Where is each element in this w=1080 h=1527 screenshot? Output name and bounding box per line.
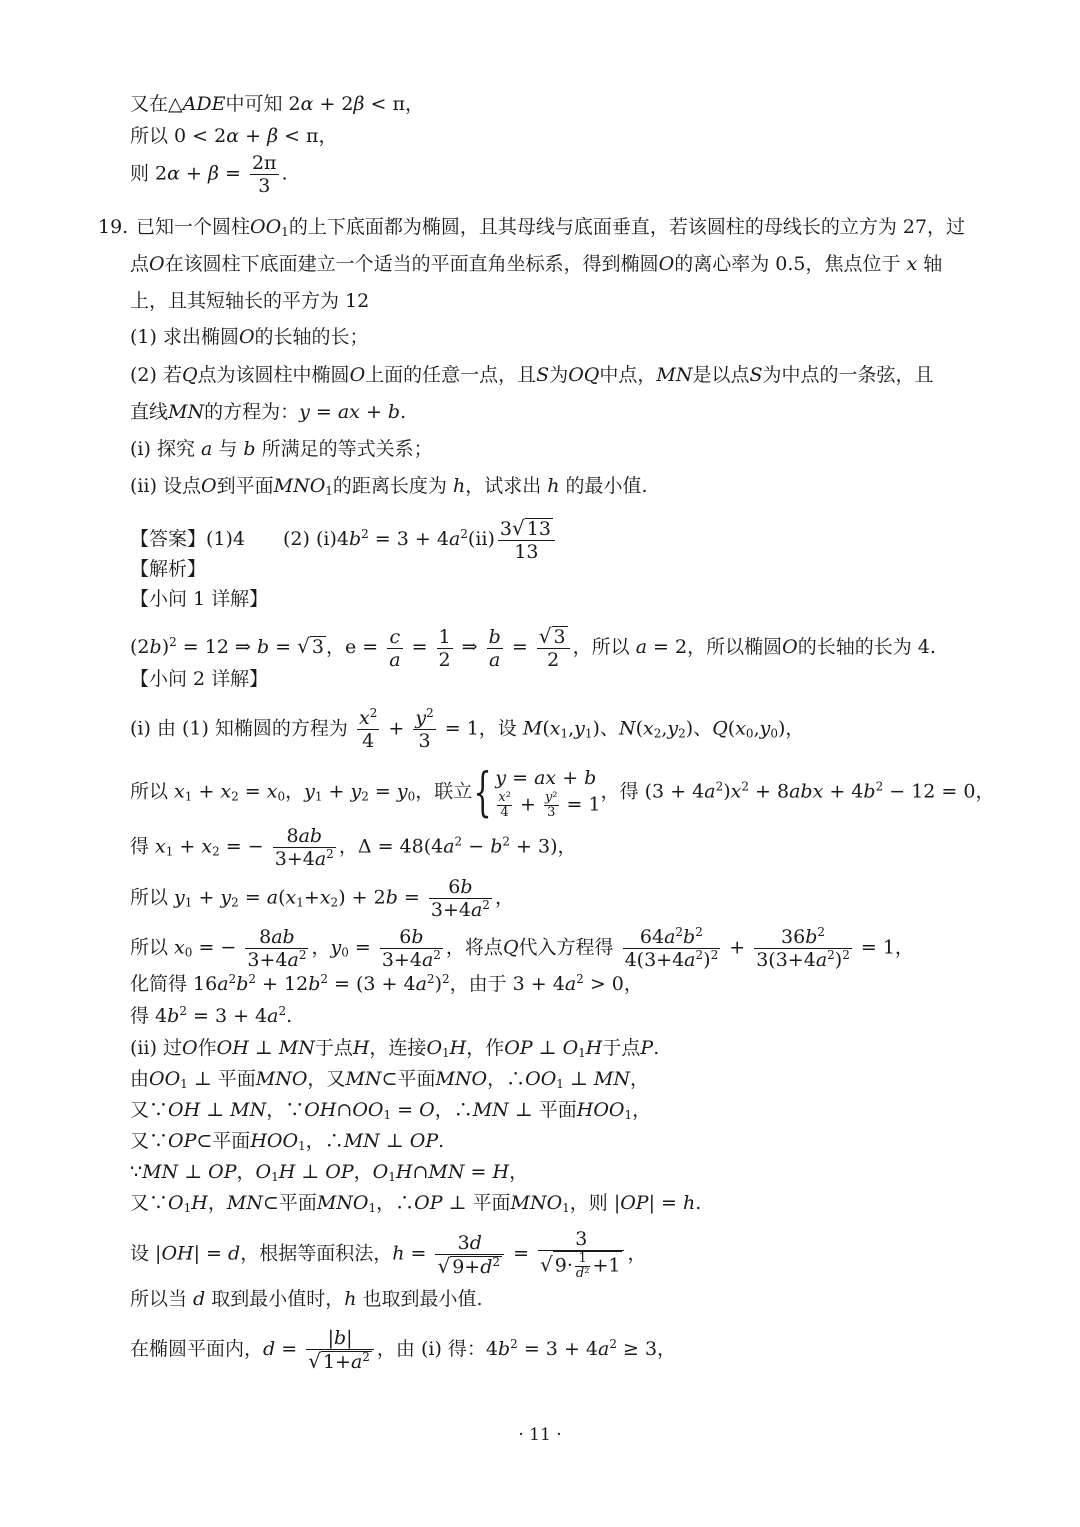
question-text: (ⅱ) 设点O到平面$MNO_1$的距离长度为 h，试求出 h 的最小值.: [130, 475, 648, 498]
question-text: (i) 探究 a 与 b 所满足的等式关系；: [130, 438, 433, 460]
solution-line: 得 $x_1 + x_2$ = − $\frac{8ab}{3+4a^2}$ ，$\Delta = 48(4a^2 - b^2 + 3)$，: [130, 825, 577, 870]
solution-line: 又∵OH ⊥ MN，$\because OH\cap OO_1 = O$，∴MN ⊥ 平面$HOO_1$，: [130, 1099, 652, 1122]
question-text: (2) 若Q点为该圆柱中椭圆O上面的任意一点，且S为OQ中点，MN是以点S为中点的一条弦，且: [130, 364, 934, 386]
sub-question-1-heading: 【小问 1 详解】: [130, 588, 269, 610]
question-number: 19.: [98, 216, 129, 238]
solution-line: $(2b)^2 = 12$ ⇒ b = √ 3 ，e = $\frac{c}{a}$ = $\frac{1}{2}$ ⇒ $\frac{b}{a}$ = $\frac{√ 3}{2}$ ，所以 a = 2，所以椭圆O的长轴的长为 4.: [130, 624, 936, 671]
question-text: (1) 求出椭圆O的长轴的长；: [130, 326, 369, 348]
solution-line: 所以 $y_1 + y_2 = a(x_1+x_2) + 2b$ = $\frac{6b}{3+4a^2}$ ，: [130, 876, 514, 921]
solution-line: 设 |OH| = d，根据等面积法，h = $\frac{3d}{√ 9+d^2}$ = 3 √ 9· $\frac{1}{\text{d²}}$ +1 ，: [130, 1228, 647, 1281]
question-text: 上，且其短轴长的平方为 12: [130, 290, 370, 312]
question-text: 点O在该圆柱下底面建立一个适当的平面直角坐标系，得到椭圆O的离心率为 0.5，焦点位于 x 轴: [130, 253, 943, 275]
sub-question-2-heading: 【小问 2 详解】: [130, 668, 269, 690]
solution-line: 化简得 $16a^2b^2 + 12b^2 = (3 + 4a^2)^2$，由于 $3 + 4a^2 > 0$，: [130, 972, 643, 995]
solution-line: 又∵OP⊂平面$HOO_1$，∴MN ⊥ OP.: [130, 1130, 445, 1153]
solution-line: 在椭圆平面内，d = $\frac{|b|}{√ 1+a^2}$ ，由 (i) 得：$4b^2 = 3 + 4a^2 \ge 3$，: [130, 1327, 677, 1373]
solution-line: 由$OO_1$ ⊥ 平面MNO，又MN⊂平面MNO，$\therefore OO_1$ ⊥ MN，: [130, 1068, 649, 1091]
solution-line: 又$\because O_1H$，MN⊂平面$MNO_1$，∴OP ⊥ 平面$MNO_1$，则 |OP| = h.: [130, 1192, 702, 1215]
text-line: 所以 0 < 2α + β < π，: [130, 125, 338, 147]
page-number: · 11 ·: [518, 1425, 562, 1445]
answer-line: 【答案】(1)4 (2) $(i)4b^2 = 3$ + $4a^2(ⅱ)$ $\frac{3√ 13}{13}$: [130, 517, 558, 563]
solution-line: 所以 $x_0$ = − $\frac{8ab}{3+4a^2}$ ，$y_0$ = $\frac{6b}{3+4a^2}$ ，将点Q代入方程得 $\frac{64a^2b^2}{4(3+4a^2)^2}$ + $\frac{36b^2}{3(3+4a^2)^2}$ = 1，: [130, 925, 914, 971]
question-text: 直线MN的方程为：y = ax + b.: [130, 401, 407, 423]
solution-line: (i) 由 (1) 知椭圆的方程为 $\frac{x^2}{4}$ + $\frac{y^2}{3}$ = 1，设 $M(x_1,y_1)$、$N(x_2,y_2)$、$Q(x_0,y_0)$，: [130, 706, 805, 752]
solution-line: (ⅱ) 过O作OH ⊥ MN于点H，连接$O_1H$，作OP ⊥ $O_1H$于点P.: [130, 1037, 660, 1060]
solution-line: 所以当 d 取到最小值时，h 也取到最小值.: [130, 1288, 483, 1310]
text-line: 又在△ADE中可知 2α + 2β < π，: [130, 93, 425, 115]
solution-line: 得 $4b^2 = 3 + 4a^2$.: [130, 1004, 293, 1027]
solution-line: ∵MN ⊥ OP，$O_1H$ ⊥ OP，$O_1H\cap MN = H$，: [130, 1161, 529, 1184]
analysis-heading: 【解析】: [130, 558, 207, 580]
solution-line: 所以 $x_1 + x_2 = x_0$，$y_1 + y_2 = y_0$，联立{ y = ax + b $\frac{\text{x²}}{4}$ + $\frac{\text{y²}}{3}$ = 1 ，得 $(3 + 4a^2)x^2 + 8abx + 4b^2 - 12 = 0$，: [130, 762, 995, 823]
question-text: 已知一个圆柱$OO_1$的上下底面都为椭圆，且其母线与底面垂直，若该圆柱的母线长的立方为 27，过: [136, 216, 966, 239]
text-line: 则 2α + β = $\frac{2\pi}{3}$ .: [130, 152, 288, 197]
